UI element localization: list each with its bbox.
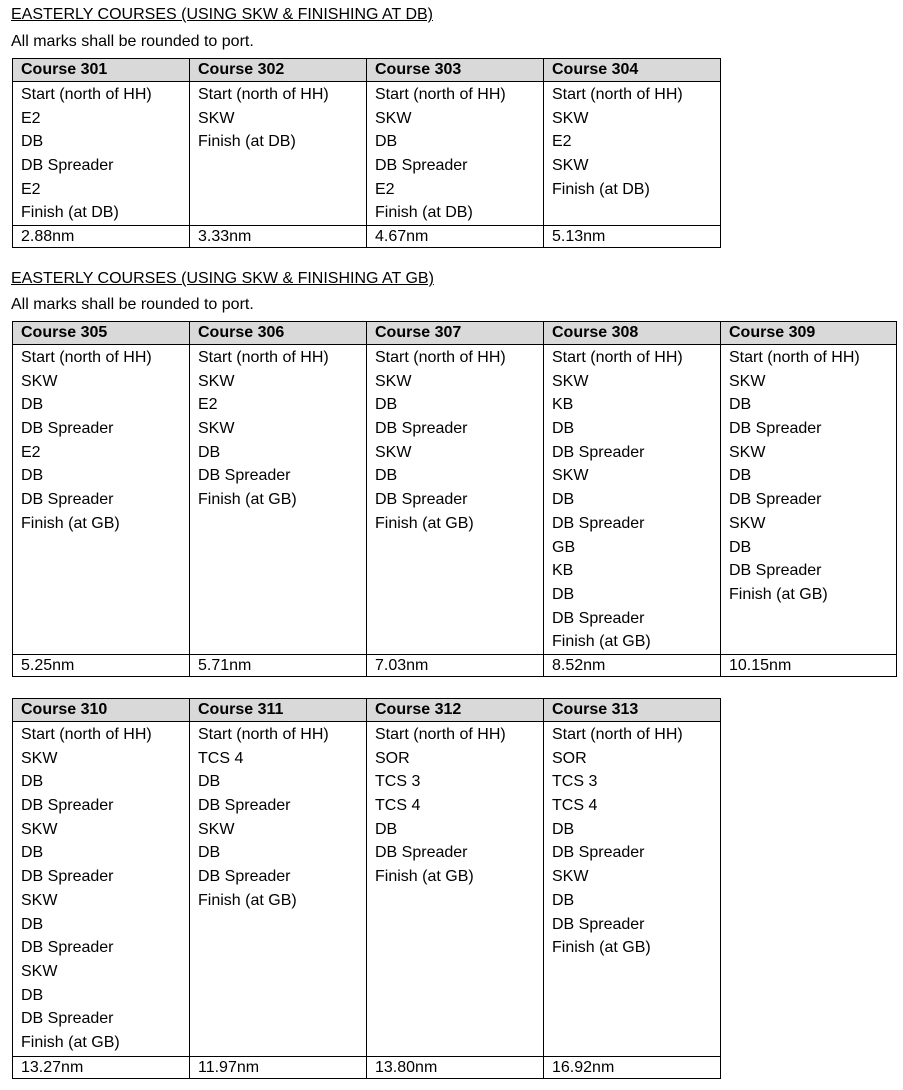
mark-item: TCS 4 [375,797,421,815]
marks-row [13,82,721,226]
mark-item: Start (north of HH) [21,86,152,103]
mark-item: DB [375,133,398,151]
distance-cell: 10.15nm [721,655,897,677]
mark-item: DB [198,443,221,461]
mark-item: DB Spreader [729,491,822,509]
mark-item: DB [21,915,44,933]
distance-cell: 11.97nm [190,1057,367,1079]
course-header: Course 313 [544,699,721,722]
mark-item: DB [552,420,575,438]
mark-item: DB Spreader [552,514,645,532]
mark-item: SKW [375,109,412,127]
marks-cell [367,82,544,226]
table-header-row [13,322,897,345]
mark-item: DB Spreader [21,491,114,509]
mark-item: SKW [198,420,235,438]
marks-cell [367,345,544,655]
distance-cell: 16.92nm [544,1057,721,1079]
course-header: Course 304 [544,59,721,82]
mark-item: Start (north of HH) [198,349,329,366]
mark-item: Start (north of HH) [552,726,683,743]
mark-item: Finish (at GB) [552,939,651,957]
distance-cell: 8.52nm [544,655,721,677]
mark-item: DB [375,396,398,414]
mark-item: TCS 4 [552,797,598,815]
course-header: Course 306 [190,322,367,345]
mark-item: Start (north of HH) [729,349,860,366]
marks-cell [13,82,190,226]
mark-item: Finish (at GB) [375,868,474,886]
course-header: Course 310 [13,699,190,722]
mark-item: DB [375,467,398,485]
marks-cell [544,722,721,1057]
course-header: Course 307 [367,322,544,345]
section-title-gb: EASTERLY COURSES (USING SKW & FINISHING AT GB) [11,270,434,287]
mark-item: TCS 3 [375,773,421,791]
marks-row [13,345,897,655]
mark-item: DB Spreader [198,797,291,815]
mark-item: DB [729,396,752,414]
mark-item: Start (north of HH) [375,726,506,743]
mark-item: DB Spreader [552,915,645,933]
mark-item: DB Spreader [375,157,468,175]
mark-item: KB [552,396,574,414]
mark-item: DB [552,585,575,603]
mark-item: DB Spreader [375,491,468,509]
mark-item: DB Spreader [729,562,822,580]
mark-item: Finish (at GB) [375,514,474,532]
section-note-gb: All marks shall be rounded to port. [11,296,254,313]
distance-row [13,226,721,248]
mark-item: SKW [21,891,58,909]
mark-item: DB Spreader [198,467,291,485]
mark-item: Finish (at DB) [21,204,119,222]
mark-item: TCS 4 [198,749,244,767]
mark-item: SKW [21,749,58,767]
marks-cell [190,82,367,226]
mark-item: SKW [21,372,58,390]
mark-item: DB Spreader [729,420,822,438]
mark-item: DB [375,820,398,838]
mark-item: Finish (at DB) [375,204,473,222]
mark-item: Finish (at GB) [198,891,297,909]
mark-item: Start (north of HH) [375,86,506,103]
mark-item: Start (north of HH) [198,726,329,743]
distance-cell: 13.80nm [367,1057,544,1079]
mark-item: DB [552,491,575,509]
mark-item: DB [21,133,44,151]
distance-cell: 3.33nm [190,226,367,248]
mark-item: E2 [21,443,41,461]
mark-item: Finish (at GB) [198,491,297,509]
mark-item: Finish (at DB) [198,133,296,151]
mark-item: SKW [21,820,58,838]
marks-cell [544,345,721,655]
marks-cell [13,345,190,655]
distance-cell: 7.03nm [367,655,544,677]
mark-item: SKW [21,962,58,980]
mark-item: Start (north of HH) [552,86,683,103]
section-note-db: All marks shall be rounded to port. [11,33,254,50]
courses-table-gb-long [12,698,721,1079]
mark-item: DB Spreader [198,868,291,886]
mark-item: E2 [21,180,41,198]
mark-item: DB Spreader [21,868,114,886]
mark-item: Finish (at DB) [552,180,650,198]
mark-item: SKW [552,868,589,886]
mark-item: DB [198,773,221,791]
marks-cell [190,722,367,1057]
course-header: Course 301 [13,59,190,82]
mark-item: SKW [729,443,766,461]
mark-item: Start (north of HH) [21,349,152,366]
mark-item: DB [21,467,44,485]
mark-item: DB Spreader [21,797,114,815]
mark-item: Finish (at GB) [729,585,828,603]
mark-item: DB [729,538,752,556]
mark-item: SKW [552,109,589,127]
mark-item: DB Spreader [375,420,468,438]
mark-item: DB Spreader [552,443,645,461]
marks-cell [721,345,897,655]
mark-item: DB Spreader [21,939,114,957]
mark-item: Finish (at GB) [552,633,651,651]
mark-item: SKW [198,109,235,127]
mark-item: Start (north of HH) [375,349,506,366]
course-header: Course 312 [367,699,544,722]
distance-cell: 5.71nm [190,655,367,677]
mark-item: DB Spreader [21,420,114,438]
mark-item: TCS 3 [552,773,598,791]
mark-item: SKW [552,467,589,485]
course-header: Course 311 [190,699,367,722]
mark-item: E2 [375,180,395,198]
mark-item: DB [21,773,44,791]
mark-item: SOR [375,749,410,767]
mark-item: Finish (at GB) [21,514,120,532]
mark-item: DB [552,820,575,838]
mark-item: KB [552,562,574,580]
distance-row [13,655,897,677]
mark-item: SKW [375,372,412,390]
table-header-row [13,699,721,722]
distance-cell: 5.13nm [544,226,721,248]
table-header-row [13,59,721,82]
mark-item: Start (north of HH) [198,86,329,103]
mark-item: DB [729,467,752,485]
marks-row [13,722,721,1057]
course-header: Course 305 [13,322,190,345]
mark-item: SKW [375,443,412,461]
mark-item: DB Spreader [21,157,114,175]
mark-item: DB Spreader [552,844,645,862]
mark-item: GB [552,538,576,556]
mark-item: DB [21,844,44,862]
mark-item: DB Spreader [375,844,468,862]
mark-item: SKW [198,372,235,390]
mark-item: SOR [552,749,587,767]
mark-item: SKW [729,372,766,390]
mark-item: DB [552,891,575,909]
courses-table-gb [12,321,897,677]
distance-cell: 2.88nm [13,226,190,248]
mark-item: SKW [198,820,235,838]
distance-cell: 5.25nm [13,655,190,677]
distance-cell: 4.67nm [367,226,544,248]
distance-cell: 13.27nm [13,1057,190,1079]
section-title-db: EASTERLY COURSES (USING SKW & FINISHING AT DB) [11,6,433,23]
course-header: Course 303 [367,59,544,82]
course-header: Course 302 [190,59,367,82]
mark-item: SKW [552,157,589,175]
mark-item: E2 [21,109,41,127]
course-header: Course 308 [544,322,721,345]
mark-item: DB [21,396,44,414]
mark-item: Start (north of HH) [552,349,683,366]
courses-table-db [12,58,721,248]
marks-cell [13,722,190,1057]
mark-item: Finish (at GB) [21,1033,120,1051]
mark-item: DB Spreader [21,1010,114,1028]
mark-item: DB Spreader [552,609,645,627]
mark-item: Start (north of HH) [21,726,152,743]
marks-cell [544,82,721,226]
mark-item: SKW [552,372,589,390]
mark-item: DB [198,844,221,862]
mark-item: SKW [729,514,766,532]
marks-cell [367,722,544,1057]
mark-item: DB [21,986,44,1004]
distance-row [13,1057,721,1079]
course-header: Course 309 [721,322,897,345]
marks-cell [190,345,367,655]
mark-item: E2 [198,396,218,414]
mark-item: E2 [552,133,572,151]
